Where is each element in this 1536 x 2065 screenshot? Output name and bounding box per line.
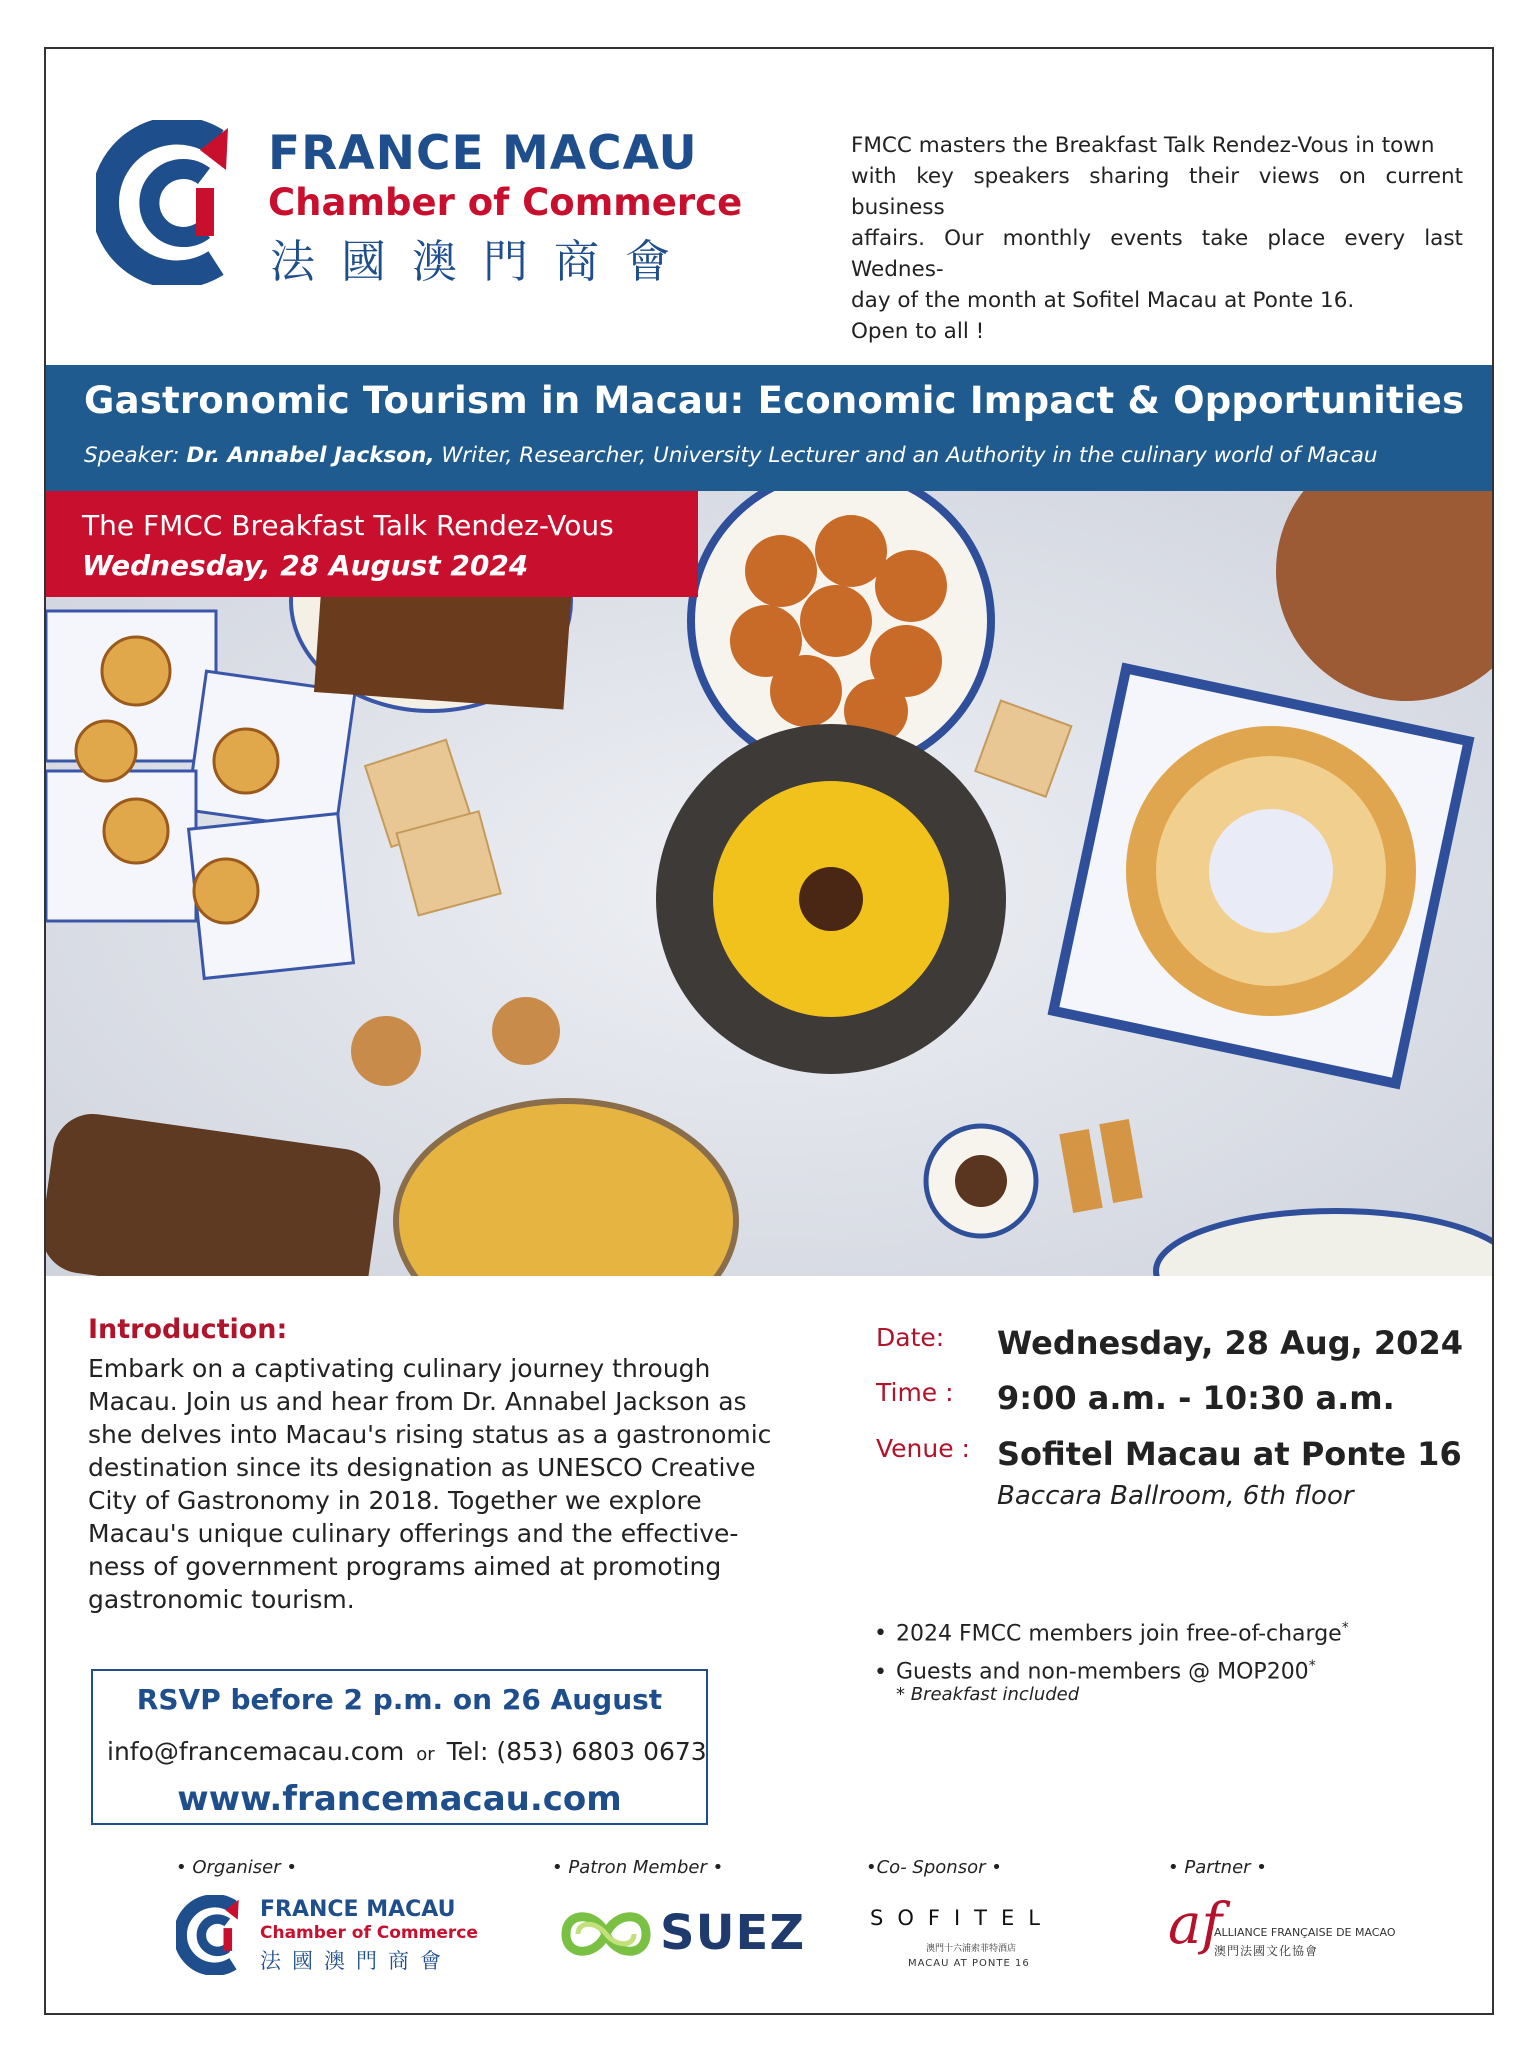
list-item: • Guests and non-members @ MOP200* — [874, 1658, 1316, 1685]
venue-value: Sofitel Macau at Ponte 16 — [997, 1435, 1462, 1473]
date-label: Date: — [876, 1323, 945, 1352]
suez-swirl-icon — [556, 1905, 656, 1963]
time-label: Time : — [876, 1378, 954, 1407]
logo-name-zh: 法國澳門商會 — [270, 235, 697, 288]
list-item: • 2024 FMCC members join free-of-charge* — [874, 1620, 1349, 1647]
event-title: Gastronomic Tourism in Macau: Economic Impact & Opportunities — [84, 379, 1465, 422]
rsvp-box — [91, 1669, 708, 1825]
partner-label: • Partner • — [1168, 1857, 1267, 1878]
organiser-logo: FRANCE MACAU Chamber of Commerce 法國澳門商會 — [176, 1895, 496, 1975]
time-value: 9:00 a.m. - 10:30 a.m. — [997, 1379, 1395, 1417]
alliance-francaise-name-zh: 澳門法國文化協會 — [1214, 1944, 1319, 1958]
suez-logo-text: SUEZ — [660, 1905, 806, 1961]
title-banner — [46, 365, 1492, 491]
rsvp-tel[interactable]: Tel: (853) 6803 0673 — [446, 1737, 707, 1766]
sponsor-label: •Co- Sponsor • — [866, 1857, 1002, 1878]
speaker-name: Dr. Annabel Jackson, — [186, 443, 435, 468]
date-value: Wednesday, 28 Aug, 2024 — [997, 1324, 1463, 1362]
about-text: FMCC masters the Breakfast Talk Rendez-Vous in town with key speakers sharing their views on current business affairs. Our monthly events take place every last Wednes- day of the month at Sofitel Macau at Ponte 16. Open to all ! — [851, 133, 1463, 344]
alliance-francaise-logo: af — [1168, 1892, 1223, 1957]
rsvp-heading: RSVP before 2 p.m. on 26 August — [136, 1683, 663, 1716]
sofitel-logo-sub: MACAU AT PONTE 16 — [908, 1958, 1030, 1969]
breakfast-note: * Breakfast included — [896, 1684, 1080, 1705]
food-photo — [46, 491, 1492, 1276]
venue-room: Baccara Ballroom, 6th floor — [997, 1481, 1354, 1511]
alliance-francaise-name: ALLIANCE FRANÇAISE DE MACAO — [1214, 1926, 1396, 1939]
series-name: The FMCC Breakfast Talk Rendez-Vous — [82, 509, 614, 542]
website-link[interactable]: www.francemacau.com — [177, 1779, 622, 1819]
fmcc-logo — [96, 120, 743, 290]
logo-name-en-sub: Chamber of Commerce — [268, 181, 743, 224]
speaker-line: Speaker: Dr. Annabel Jackson, Writer, Researcher, University Lecturer and an Authority in the culinary world of Macau — [84, 443, 1378, 468]
sofitel-logo-zh: 澳門十六浦索菲特酒店 — [926, 1944, 1017, 1954]
rsvp-contact: info@francemacau.com or Tel: (853) 6803 0673 — [107, 1737, 707, 1766]
pricing-list — [874, 1612, 1349, 1689]
sofitel-logo-text: SOFITEL — [870, 1906, 1054, 1930]
event-series-tag — [46, 491, 698, 597]
fmcc-emblem-icon — [176, 1895, 252, 1975]
series-date: Wednesday, 28 August 2024 — [82, 549, 529, 582]
introduction-heading: Introduction: — [88, 1314, 288, 1345]
introduction-text: Embark on a captivating culinary journey through Macau. Join us and hear from Dr. Annabel Jackson as she delves into Macau's rising status as a gastronomic destination since its designation as UNESCO Creative City of Gastronomy in 2018. Together we explore Macau's unique culinary offerings and the effective- ness of government programs aimed at promoting gastronomic tourism. — [88, 1354, 772, 1614]
organiser-label: • Organiser • — [176, 1857, 297, 1878]
rsvp-email-link[interactable]: info@francemacau.com — [107, 1737, 405, 1766]
venue-label: Venue : — [876, 1434, 970, 1463]
fmcc-emblem-icon — [96, 120, 256, 285]
logo-name-en: FRANCE MACAU — [268, 126, 698, 181]
patron-label: • Patron Member • — [552, 1857, 724, 1878]
